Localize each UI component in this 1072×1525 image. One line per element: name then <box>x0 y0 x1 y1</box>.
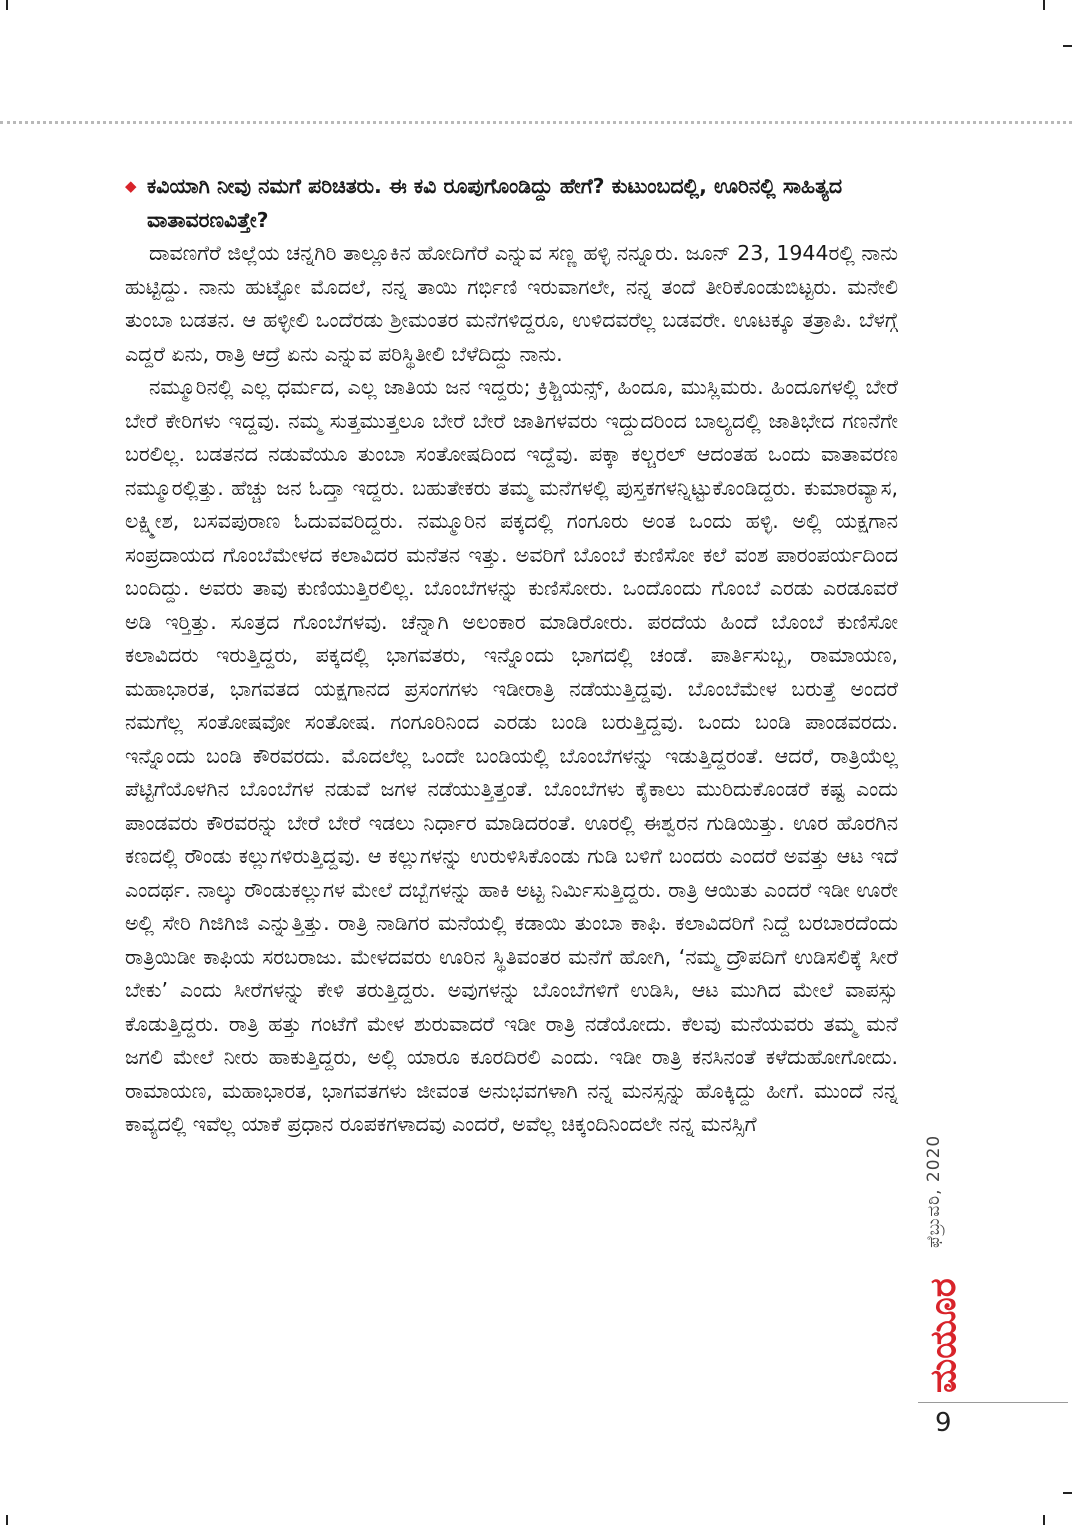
page-number: 9 <box>935 1408 952 1438</box>
answer-paragraph-2: ನಮ್ಮೂರಿನಲ್ಲಿ ಎಲ್ಲ ಧರ್ಮದ, ಎಲ್ಲ ಜಾತಿಯ ಜನ ಇದ್ದರು; ಕ್ರಿಶ್ಚಿಯನ್ಸ್, ಹಿಂದೂ, ಮುಸ್ಲಿಮರು. ಹಿಂದೂಗಳಲ್ಲಿ ಬೇರೆ ಬೇರೆ ಕೇರಿಗಳು ಇದ್ದವು. ನಮ್ಮ ಸುತ್ತಮುತ್ತಲೂ ಬೇರೆ ಬೇರೆ ಜಾತಿಗಳವರು ಇದ್ದುದರಿಂದ ಬಾಲ್ಯದಲ್ಲಿ ಜಾತಿಭೇದ ಗಣನೆಗೇ ಬರಲಿಲ್ಲ. ಬಡತನದ ನಡುವೆಯೂ ತುಂಬಾ ಸಂತೋಷದಿಂದ ಇದ್ದೆವು. ಪಕ್ಕಾ ಕಲ್ಚರಲ್ ಆದಂತಹ ಒಂದು ವಾತಾವರಣ ನಮ್ಮೂರಲ್ಲಿತ್ತು. ಹೆಚ್ಚು ಜನ ಓದ್ತಾ ಇದ್ದರು. ಬಹುತೇಕರು ತಮ್ಮ ಮನೆಗಳಲ್ಲಿ ಪುಸ್ತಕಗಳನ್ನಿಟ್ಟುಕೊಂಡಿದ್ದರು. ಕುಮಾರವ್ಯಾಸ, ಲಕ್ಷ್ಮೀಶ, ಬಸವಪುರಾಣ ಓದುವವರಿದ್ದರು. ನಮ್ಮೂರಿನ ಪಕ್ಕದಲ್ಲಿ ಗಂಗೂರು ಅಂತ ಒಂದು ಹಳ್ಳಿ. ಅಲ್ಲಿ ಯಕ್ಷಗಾನ ಸಂಪ್ರದಾಯದ ಗೊಂಬೆಮೇಳದ ಕಲಾವಿದರ ಮನೆತನ ಇತ್ತು. ಅವರಿಗೆ ಬೊಂಬೆ ಕುಣಿಸೋ ಕಲೆ ವಂಶ ಪಾರಂಪರ್ಯದಿಂದ ಬಂದಿದ್ದು. ಅವರು ತಾವು ಕುಣಿಯುತ್ತಿರಲಿಲ್ಲ. ಬೊಂಬೆಗಳನ್ನು ಕುಣಿಸೋರು. ಒಂದೊಂದು ಗೊಂಬೆ ಎರಡು ಎರಡೂವರೆ ಅಡಿ ಇರ್‍ತಿತ್ತು. ಸೂತ್ರದ ಗೊಂಬೆಗಳವು. ಚೆನ್ನಾಗಿ ಅಲಂಕಾರ ಮಾಡಿರೋರು. ಪರದೆಯ ಹಿಂದೆ ಬೊಂಬೆ ಕುಣಿಸೋ ಕಲಾವಿದರು ಇರುತ್ತಿದ್ದರು, ಪಕ್ಕದಲ್ಲಿ ಭಾಗವತರು, ಇನ್ನೊಂದು ಭಾಗದಲ್ಲಿ ಚಂಡೆ. ಪಾರ್ತಿಸುಬ್ಬ, ರಾಮಾಯಣ, ಮಹಾಭಾರತ, ಭಾಗವತದ ಯಕ್ಷಗಾನದ ಪ್ರಸಂಗಗಳು ಇಡೀರಾತ್ರಿ ನಡೆಯುತ್ತಿದ್ದವು. ಬೊಂಬೆಮೇಳ ಬರುತ್ತೆ ಅಂದರೆ ನಮಗೆಲ್ಲ ಸಂತೋಷವೋ ಸಂತೋಷ. ಗಂಗೂರಿನಿಂದ ಎರಡು ಬಂಡಿ ಬರುತ್ತಿದ್ದವು. ಒಂದು ಬಂಡಿ ಪಾಂಡವರದು. ಇನ್ನೊಂದು ಬಂಡಿ ಕೌರವರದು. ಮೊದಲೆಲ್ಲ ಒಂದೇ ಬಂಡಿಯಲ್ಲಿ ಬೊಂಬೆಗಳನ್ನು ಇಡುತ್ತಿದ್ದರಂತೆ. ಆದರೆ, ರಾತ್ರಿಯೆಲ್ಲ ಪೆಟ್ಟಿಗೆಯೊಳಗಿನ ಬೊಂಬೆಗಳ ನಡುವೆ ಜಗಳ ನಡೆಯುತ್ತಿತ್ತಂತೆ. ಬೊಂಬೆಗಳು ಕೈಕಾಲು ಮುರಿದುಕೊಂಡರೆ ಕಷ್ಟ ಎಂದು ಪಾಂಡವರು ಕೌರವರನ್ನು ಬೇರೆ ಬೇರೆ ಇಡಲು ನಿರ್ಧಾರ ಮಾಡಿದರಂತೆ. ಊರಲ್ಲಿ ಈಶ್ವರನ ಗುಡಿಯಿತ್ತು. ಊರ ಹೊರಗಿನ ಕಣದಲ್ಲಿ ರೌಂಡು ಕಲ್ಲುಗಳಿರುತ್ತಿದ್ದವು. ಆ ಕಲ್ಲುಗಳನ್ನು ಉರುಳಿಸಿಕೊಂಡು ಗುಡಿ ಬಳಿಗೆ ಬಂದರು ಎಂದರೆ ಅವತ್ತು ಆಟ ಇದೆ ಎಂದರ್ಥ. ನಾಲ್ಕು ರೌಂಡುಕಲ್ಲುಗಳ ಮೇಲೆ ದಬ್ಬೆಗಳನ್ನು ಹಾಕಿ ಅಟ್ಟ ನಿರ್ಮಿಸುತ್ತಿದ್ದರು. ರಾತ್ರಿ ಆಯಿತು ಎಂದರೆ ಇಡೀ ಊರೇ ಅಲ್ಲಿ ಸೇರಿ ಗಿಜಿಗಿಜಿ ಎನ್ನುತ್ತಿತ್ತು. ರಾತ್ರಿ ನಾಡಿಗರ ಮನೆಯಲ್ಲಿ ಕಡಾಯಿ ತುಂಬಾ ಕಾಫಿ. ಕಲಾವಿದರಿಗೆ ನಿದ್ದೆ ಬರಬಾರದೆಂದು ರಾತ್ರಿಯಿಡೀ ಕಾಫಿಯ ಸರಬರಾಜು. ಮೇಳದವರು ಊರಿನ ಸ್ಥಿತಿವಂತರ ಮನೆಗೆ ಹೋಗಿ, ‘ನಮ್ಮ ದ್ರೌಪದಿಗೆ ಉಡಿಸಲಿಕ್ಕೆ ಸೀರೆ ಬೇಕು’ ಎಂದು ಸೀರೆಗಳನ್ನು ಕೇಳಿ ತರುತ್ತಿದ್ದರು. ಅವುಗಳನ್ನು ಬೊಂಬೆಗಳಿಗೆ ಉಡಿಸಿ, ಆಟ ಮುಗಿದ ಮೇಲೆ ವಾಪಸ್ಸು ಕೊಡುತ್ತಿದ್ದರು. ರಾತ್ರಿ ಹತ್ತು ಗಂಟೆಗೆ ಮೇಳ ಶುರುವಾದರೆ ಇಡೀ ರಾತ್ರಿ ನಡೆಯೋದು. ಕೆಲವು ಮನೆಯವರು ತಮ್ಮ ಮನೆ ಜಗಲಿ ಮೇಲೆ ನೀರು ಹಾಕುತ್ತಿದ್ದರು, ಅಲ್ಲಿ ಯಾರೂ ಕೂರದಿರಲಿ ಎಂದು. ಇಡೀ ರಾತ್ರಿ ಕನಸಿನಂತೆ ಕಳೆದುಹೋಗೋದು. ರಾಮಾಯಣ, ಮಹಾಭಾರತ, ಭಾಗವತಗಳು ಜೀವಂತ ಅನುಭವಗಳಾಗಿ ನನ್ನ ಮನಸ್ಸನ್ನು ಹೊಕ್ಕಿದ್ದು ಹೀಗೆ. ಮುಂದೆ ನನ್ನ ಕಾವ್ಯದಲ್ಲಿ ಇವೆಲ್ಲ ಯಾಕೆ ಪ್ರಧಾನ ರೂಪಕಗಳಾದವು ಎಂದರೆ, ಅವೆಲ್ಲ ಚಿಕ್ಕಂದಿನಿಂದಲೇ ನನ್ನ ಮನಸ್ಸಿಗೆ <box>125 375 898 1136</box>
magazine-logo: ಮಯೂರ <box>923 1278 964 1394</box>
interview-question <box>125 170 898 237</box>
crop-mark-top-left <box>6 0 8 10</box>
diamond-bullet-icon: ◆ <box>125 177 137 195</box>
answer-paragraph-1: ದಾವಣಗೆರೆ ಜಿಲ್ಲೆಯ ಚನ್ನಗಿರಿ ತಾಲ್ಲೂಕಿನ ಹೋದಿಗೆರೆ ಎನ್ನುವ ಸಣ್ಣ ಹಳ್ಳಿ ನನ್ನೂರು. ಜೂನ್ 23, 1944ರಲ್ಲಿ ನಾನು ಹುಟ್ಟಿದ್ದು. ನಾನು ಹುಟ್ಟೋ ಮೊದಲೆ, ನನ್ನ ತಾಯಿ ಗರ್ಭಿಣಿ ಇರುವಾಗಲೇ, ನನ್ನ ತಂದೆ ತೀರಿಕೊಂಡುಬಿಟ್ಟರು. ಮನೇಲಿ ತುಂಬಾ ಬಡತನ. ಆ ಹಳ್ಳೀಲಿ ಒಂದೆರಡು ಶ್ರೀಮಂತರ ಮನೆಗಳಿದ್ದರೂ, ಉಳಿದವರೆಲ್ಲ ಬಡವರೇ. ಊಟಕ್ಕೂ ತತ್ರಾಪಿ. ಬೆಳಗ್ಗೆ ಎದ್ದರೆ ಏನು, ರಾತ್ರಿ ಆದ್ರೆ ಏನು ಎನ್ನುವ ಪರಿಸ್ಥಿತೀಲಿ ಬೆಳೆದಿದ್ದು ನಾನು. <box>125 241 898 366</box>
crop-mark-right-upper <box>1063 45 1072 47</box>
crop-mark-right-lower <box>1063 1492 1072 1494</box>
crop-mark-top-right <box>1043 0 1045 10</box>
article-body <box>125 170 898 1142</box>
crop-mark-bottom-right <box>1043 1515 1045 1525</box>
issue-date: ಫೆಬ್ರುವರಿ, 2020 <box>924 1134 944 1248</box>
folio-rule <box>918 1402 1068 1403</box>
crop-mark-bottom-left <box>6 1515 8 1525</box>
sidebar-masthead <box>918 1088 970 1406</box>
question-text: ಕವಿಯಾಗಿ ನೀವು ನಮಗೆ ಪರಿಚಿತರು. ಈ ಕವಿ ರೂಪುಗೊಂಡಿದ್ದು ಹೇಗೆ? ಕುಟುಂಬದಲ್ಲಿ, ಊರಿನಲ್ಲಿ ಸಾಹಿತ್ಯದ ವಾತಾವರಣವಿತ್ತೇ? <box>147 174 843 232</box>
header-dotted-rule <box>0 121 1072 124</box>
